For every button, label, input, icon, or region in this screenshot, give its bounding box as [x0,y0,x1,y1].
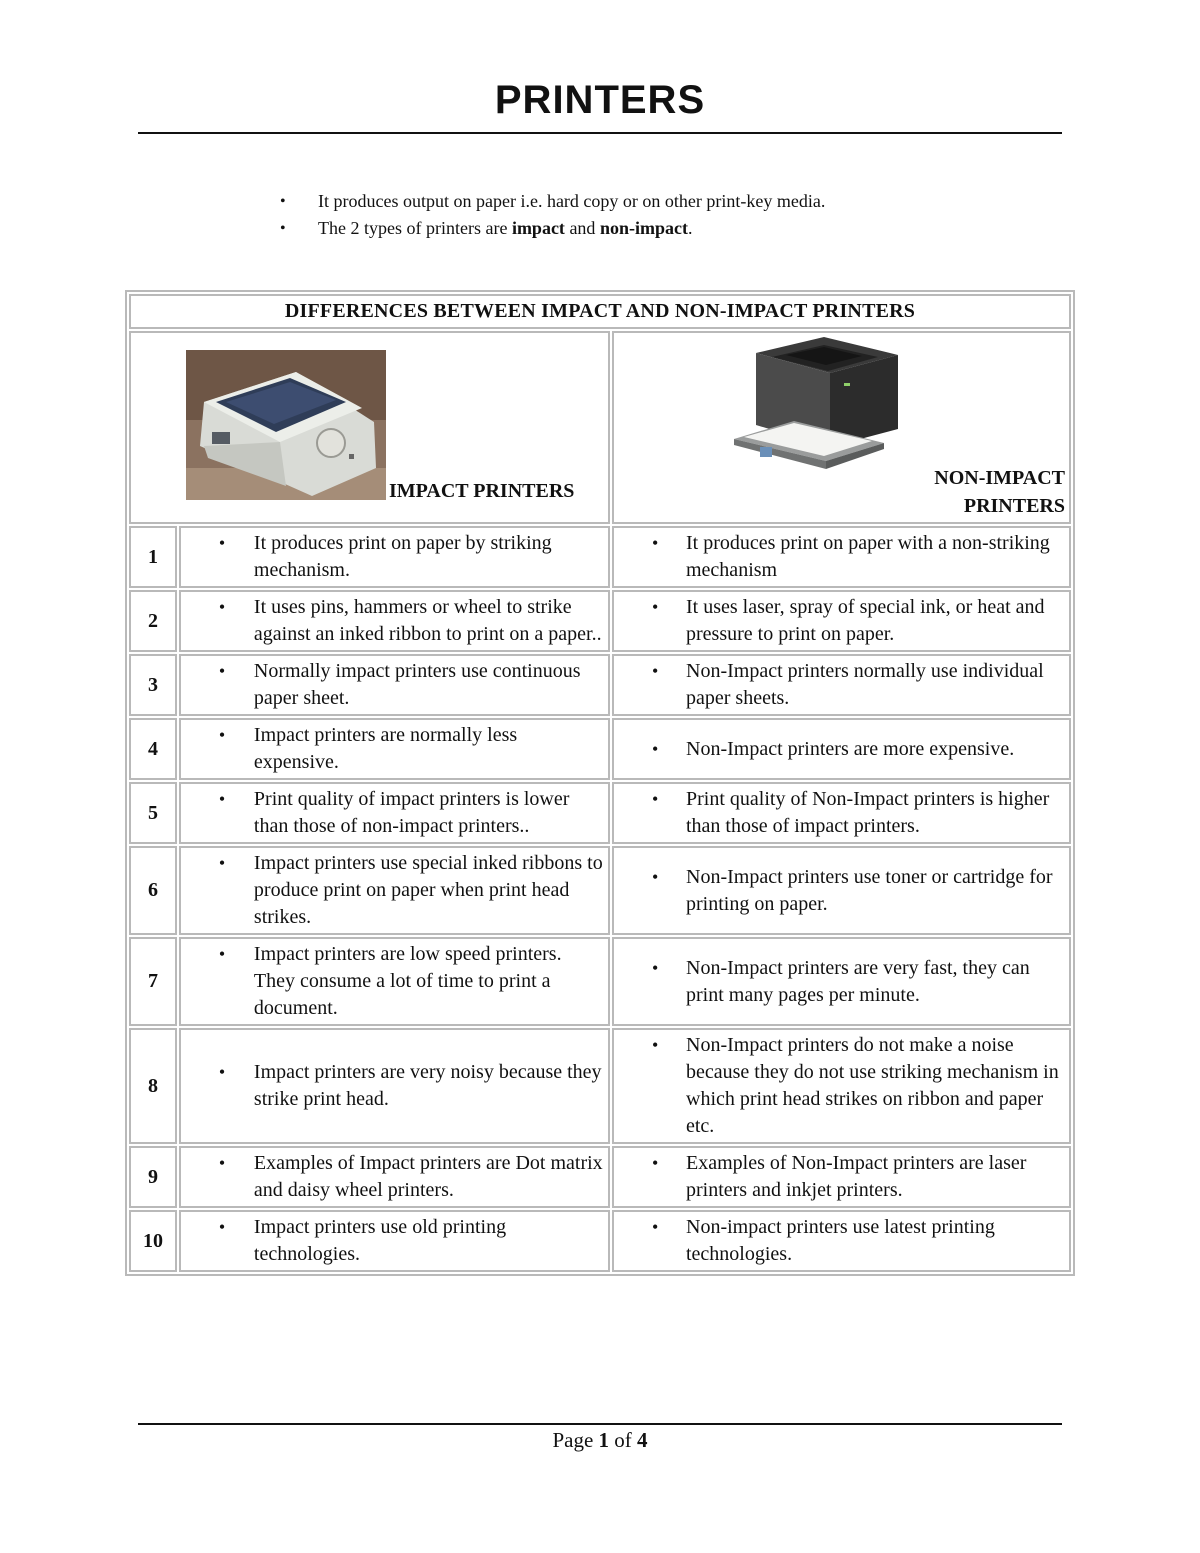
impact-point-cell [179,526,610,588]
table-heading-row [129,294,1071,329]
nonimpact-point-cell [612,526,1071,588]
nonimpact-point-cell [612,937,1071,1026]
impact-point-cell [179,782,610,844]
table-row [129,846,1071,935]
row-number: 7 [129,937,177,1026]
row-number: 4 [129,718,177,780]
nonimpact-printers-label: NON-IMPACT PRINTERS [934,467,1065,517]
impact-point: • It produces print on paper by striking mechanism. [181,528,608,586]
nonimpact-point-cell [612,654,1071,716]
nonimpact-point: • It produces print on paper with a non-striking mechanism [614,528,1069,586]
nonimpact-point: • Non-Impact printers normally use individual paper sheets. [614,656,1069,714]
impact-point: • Impact printers are normally less expensive. [181,720,608,778]
nonimpact-point: • Non-impact printers use latest printing technologies. [614,1212,1069,1270]
comparison-table [125,290,1075,1276]
nonimpact-point: • Non-Impact printers are more expensive. [614,734,1069,765]
nonimpact-point: • Non-Impact printers are very fast, they can print many pages per minute. [614,953,1069,1011]
table-row [129,1210,1071,1272]
nonimpact-point-cell [612,782,1071,844]
nonimpact-point-cell [612,1028,1071,1144]
nonimpact-image-cell [612,331,1071,524]
table-row [129,782,1071,844]
page-title: PRINTERS [494,78,706,122]
page-number: 1 [598,1428,610,1452]
table-row [129,937,1071,1026]
impact-image-cell [129,331,610,524]
intro-bullet-2: • The 2 types of printers are impact and non-impact. [280,215,825,242]
table-row [129,1146,1071,1208]
header-divider [138,132,1062,134]
nonimpact-point: • Print quality of Non-Impact printers is higher than those of impact printers. [614,784,1069,842]
row-number: 9 [129,1146,177,1208]
nonimpact-point-cell [612,846,1071,935]
impact-point: • It uses pins, hammers or wheel to strike against an inked ribbon to print on a paper.. [181,592,608,650]
laser-printer-image [732,335,920,497]
row-number: 2 [129,590,177,652]
impact-point-cell [179,654,610,716]
impact-point: • Impact printers are very noisy because they strike print head. [181,1057,608,1115]
table-row [129,590,1071,652]
impact-point-cell [179,1146,610,1208]
impact-point: • Impact printers use special inked ribbons to produce print on paper when print head strikes. [181,848,608,933]
nonimpact-point: • Examples of Non-Impact printers are laser printers and inkjet printers. [614,1148,1069,1206]
table-row [129,526,1071,588]
nonimpact-point-cell [612,1210,1071,1272]
impact-point: • Impact printers use old printing technologies. [181,1212,608,1270]
row-number: 3 [129,654,177,716]
impact-point: • Normally impact printers use continuous paper sheet. [181,656,608,714]
row-number: 5 [129,782,177,844]
nonimpact-point-cell [612,1146,1071,1208]
dot-matrix-printer-image [186,350,386,500]
page-total: 4 [637,1428,648,1452]
nonimpact-point: • Non-Impact printers do not make a noise because they do not use striking mechanism in which print head strikes on ribbon and paper etc. [614,1030,1069,1142]
row-number: 8 [129,1028,177,1144]
footer-divider [138,1423,1062,1425]
impact-point-cell [179,1210,610,1272]
impact-printers-label: IMPACT PRINTERS [389,480,575,502]
nonimpact-point: • Non-Impact printers use toner or cartridge for printing on paper. [614,862,1069,920]
impact-point: • Examples of Impact printers are Dot matrix and daisy wheel printers. [181,1148,608,1206]
nonimpact-point-cell [612,718,1071,780]
table-row [129,718,1071,780]
table-row [129,1028,1071,1144]
nonimpact-point-cell [612,590,1071,652]
table-row [129,654,1071,716]
row-number: 10 [129,1210,177,1272]
impact-point-cell [179,718,610,780]
intro-bullet-list [280,188,825,242]
impact-point-cell [179,846,610,935]
impact-point-cell [179,1028,610,1144]
impact-point-cell [179,590,610,652]
row-number: 1 [129,526,177,588]
intro-bullet-1: • It produces output on paper i.e. hard copy or on other print-key media. [280,188,825,215]
image-row [129,331,1071,524]
impact-point: • Impact printers are low speed printers. They consume a lot of time to print a document. [181,939,608,1024]
table-heading: DIFFERENCES BETWEEN IMPACT AND NON-IMPACT PRINTERS [129,294,1071,329]
impact-point: • Print quality of impact printers is lower than those of non-impact printers.. [181,784,608,842]
page-footer: Page 1 of 4 [552,1428,648,1452]
impact-point-cell [179,937,610,1026]
nonimpact-point: • It uses laser, spray of special ink, or heat and pressure to print on paper. [614,592,1069,650]
row-number: 6 [129,846,177,935]
